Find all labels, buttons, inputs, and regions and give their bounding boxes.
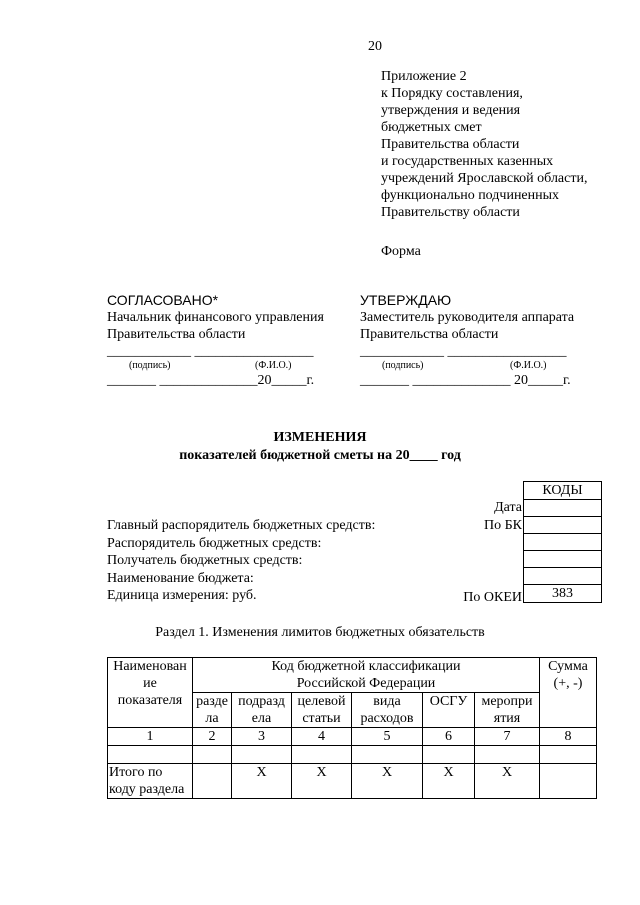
approved-position: Заместитель руководителя аппарата [360,310,575,325]
appendix-line: Правительству области [381,205,520,220]
section-code-header: разде ла [193,693,232,728]
column-number: 8 [540,728,597,746]
signature-caption: (подпись) [382,360,424,371]
section-title: Раздел 1. Изменения лимитов бюджетных обязательств [155,625,485,640]
expense-type-header: вида расходов [352,693,423,728]
target-article-header: целевой статьи [292,693,352,728]
code-cell-bk [524,517,602,534]
column-number: 6 [423,728,475,746]
code-label-okei: По ОКЕИ [463,590,522,605]
total-mark: X [352,764,423,799]
chief-manager-label: Главный распорядитель бюджетных средств: [107,518,376,533]
table-cell [108,746,193,764]
fio-caption: (Ф.И.О.) [510,360,547,371]
table-cell [540,764,597,799]
table-cell [352,746,423,764]
table-cell [423,746,475,764]
table-cell [193,764,232,799]
total-mark: X [292,764,352,799]
appendix-note [381,68,631,221]
recipient-label: Получатель бюджетных средств: [107,553,303,568]
appendix-line: бюджетных смет [381,120,482,135]
total-mark: X [475,764,540,799]
sum-header: Сумма (+, -) [540,658,597,728]
codes-table [523,481,602,603]
signature-caption: (подпись) [129,360,171,371]
page-number: 20 [368,39,382,54]
agreed-signature-blanks: ____________ _________________ [107,344,314,359]
appendix-line: Приложение 2 [381,69,467,84]
approved-heading: УТВЕРЖДАЮ [360,292,452,308]
budget-name-label: Наименование бюджета: [107,570,254,586]
table-cell [475,746,540,764]
document-subtitle: показателей бюджетной сметы на 20____ год [179,448,461,463]
table-cell [232,746,292,764]
appendix-line: учреждений Ярославской области, [381,171,588,186]
codes-row-labels [463,499,522,607]
code-label-bk: По БК [484,518,522,533]
column-number: 5 [352,728,423,746]
limits-table [107,657,597,799]
agreed-organization: Правительства области [107,327,246,342]
agreed-heading: СОГЛАСОВАНО* [107,292,219,308]
approved-signature-blanks: ____________ _________________ [360,344,567,359]
table-cell [193,746,232,764]
column-number: 7 [475,728,540,746]
column-number: 1 [108,728,193,746]
fio-caption: (Ф.И.О.) [255,360,292,371]
column-number: 3 [232,728,292,746]
event-header: меропри ятия [475,693,540,728]
total-mark: X [232,764,292,799]
indicator-header: Наименован ие показателя [108,658,193,728]
total-mark: X [423,764,475,799]
approved-organization: Правительства области [360,327,499,342]
approval-right [360,292,610,389]
code-cell [524,551,602,568]
agreed-position: Начальник финансового управления [107,310,324,325]
column-number: 4 [292,728,352,746]
unit-label: Единица измерения: руб. [107,588,257,603]
osgu-header: ОСГУ [423,693,475,728]
table-cell [292,746,352,764]
form-label: Форма [381,244,421,259]
appendix-line: функционально подчиненных [381,188,560,203]
code-cell [524,568,602,585]
column-number: 2 [193,728,232,746]
code-cell-date [524,500,602,517]
approved-date-line: _______ ______________ 20_____г. [360,373,571,388]
code-cell [524,534,602,551]
table-cell [540,746,597,764]
document-title: ИЗМЕНЕНИЯ [273,430,367,445]
code-cell-okei: 383 [524,585,602,603]
code-label-date: Дата [494,500,522,515]
classification-header: Код бюджетной классификации Российской Федерации [193,658,540,693]
total-label: Итого по коду раздела [108,764,193,799]
appendix-line: и государственных казенных [381,154,554,169]
budget-info-labels [107,517,375,605]
appendix-line: утверждения и ведения [381,103,521,118]
approval-left [107,292,357,389]
subsection-code-header: подразд ела [232,693,292,728]
agreed-date-line: _______ ______________20_____г. [107,373,315,388]
appendix-line: к Порядку составления, [381,86,523,101]
manager-label: Распорядитель бюджетных средств: [107,535,322,551]
codes-header: КОДЫ [524,482,602,500]
appendix-line: Правительства области [381,137,520,152]
